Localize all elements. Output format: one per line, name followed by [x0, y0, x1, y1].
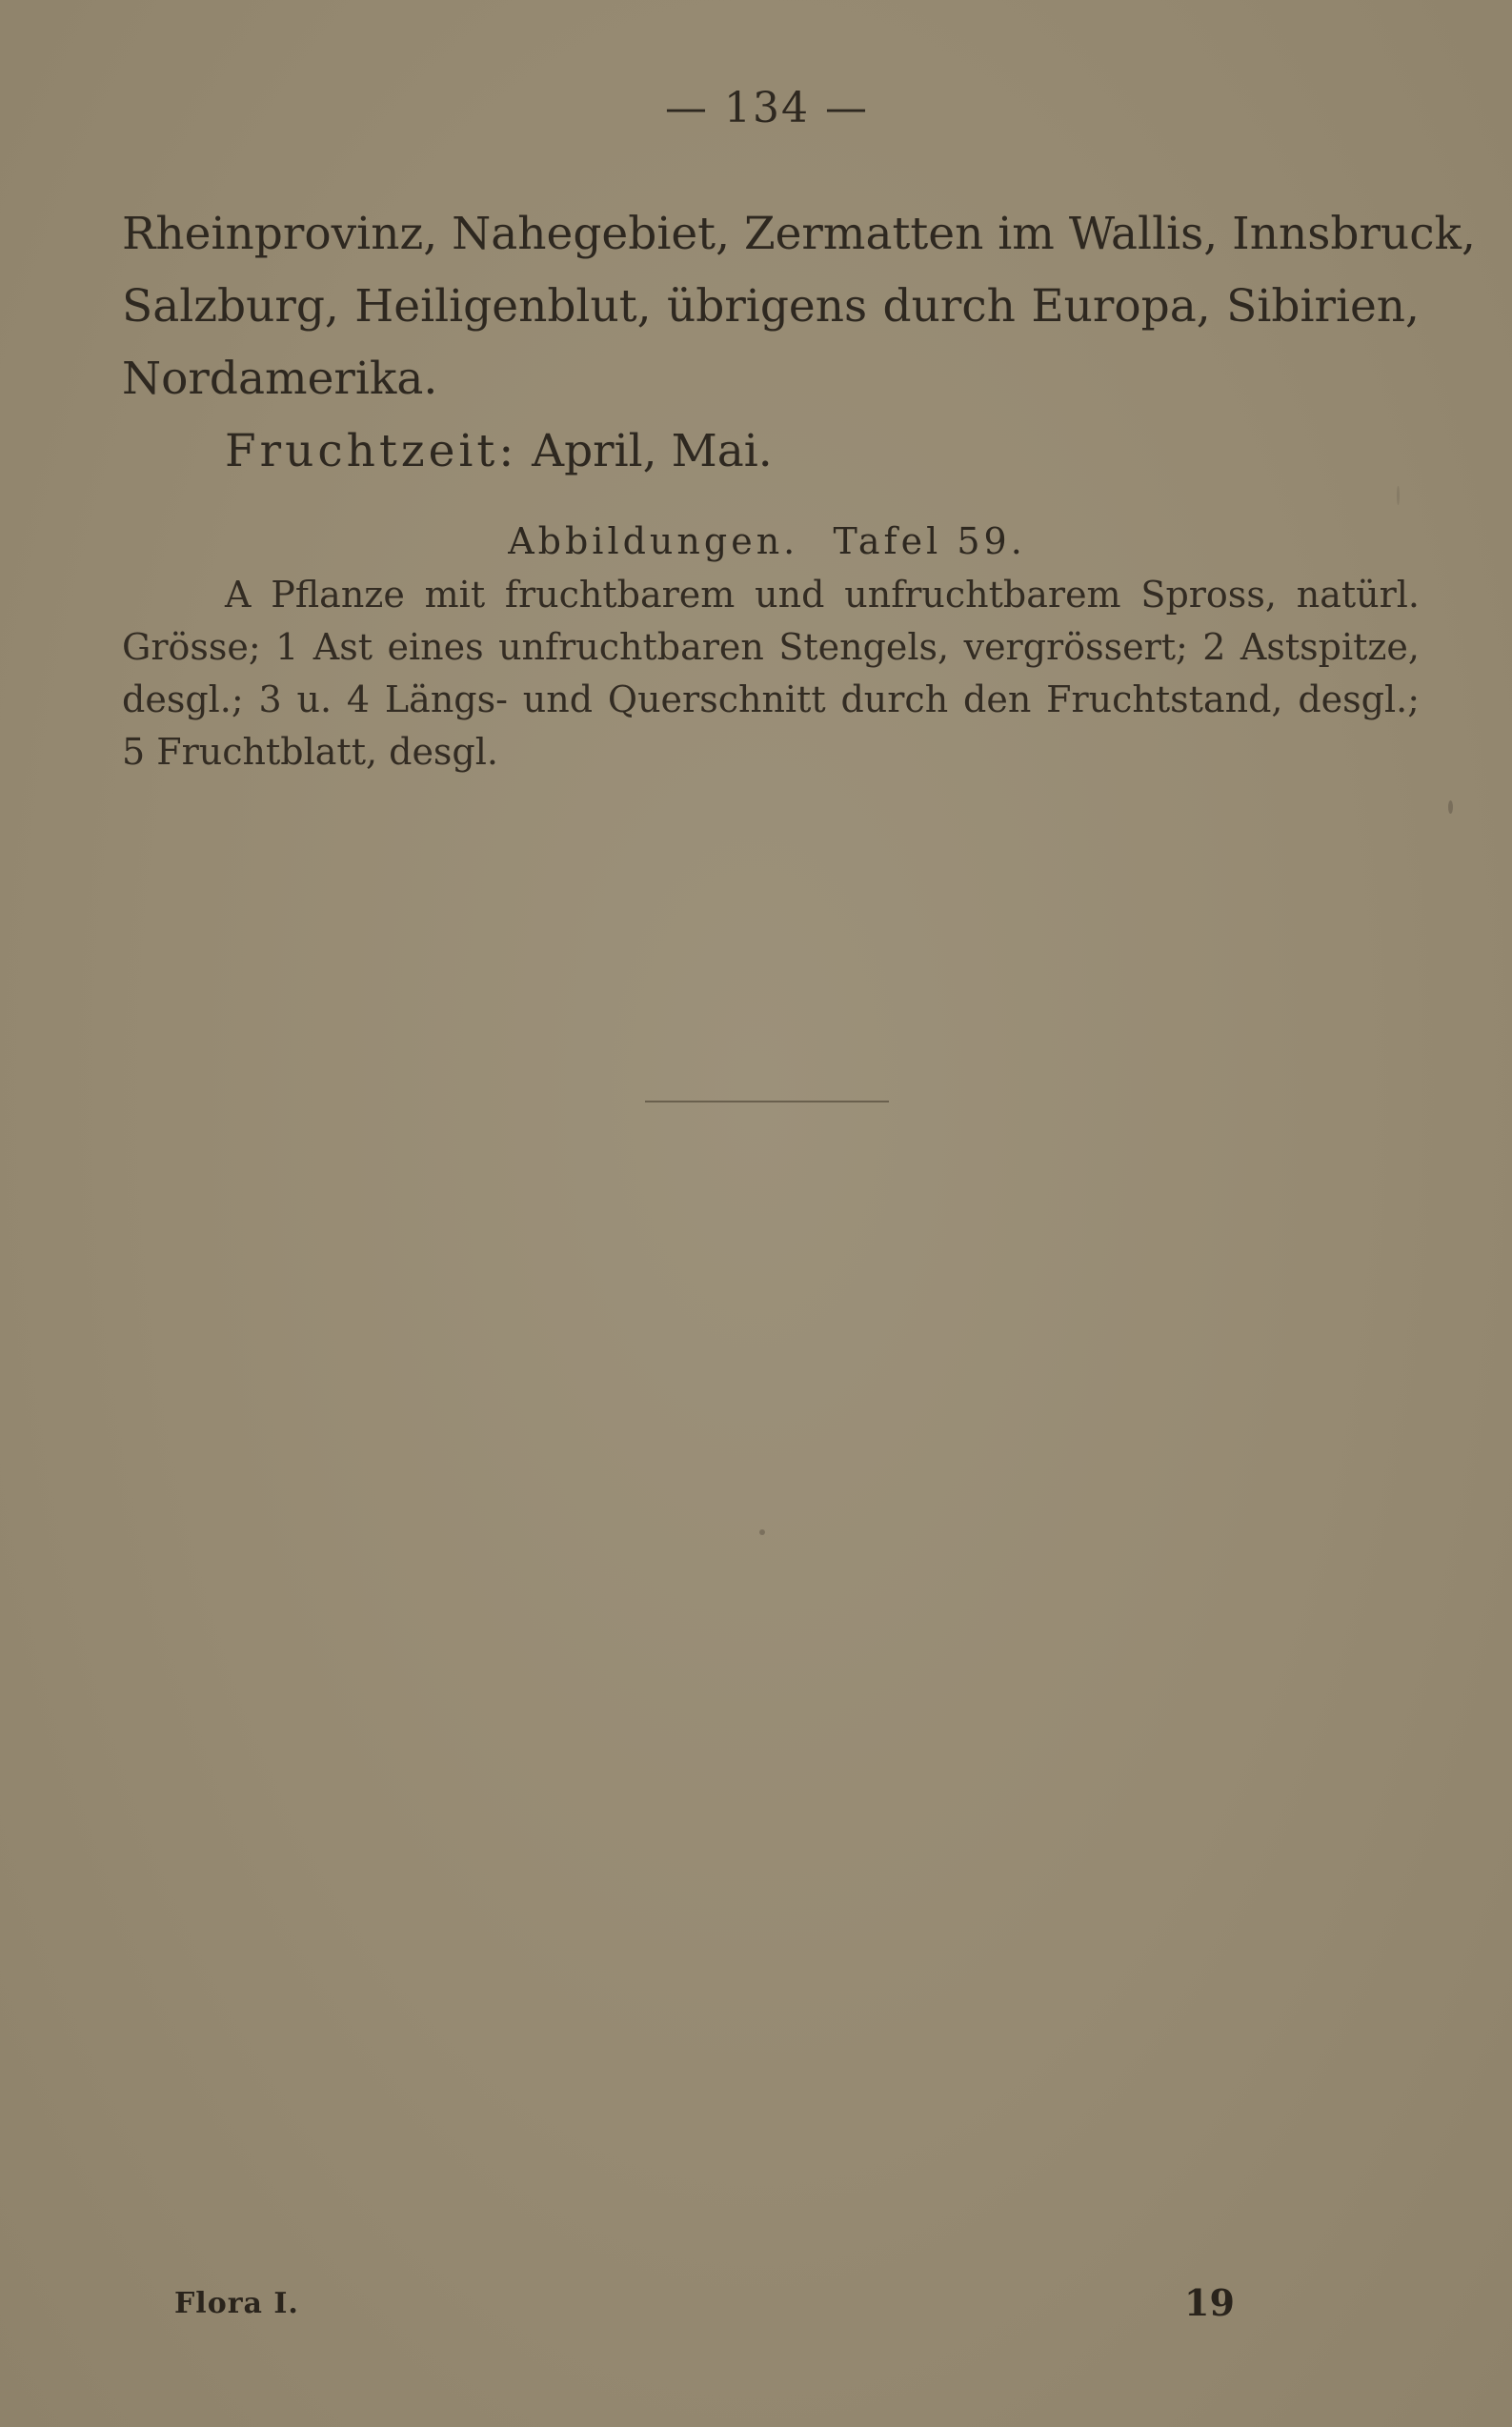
- footer-signature: Flora I.: [174, 2287, 299, 2320]
- body-line: Rheinprovinz, Nahegebiet, Zermatten im Wallis, Innsbruck,: [122, 208, 1476, 260]
- page-number: — 134 —: [665, 84, 869, 132]
- figures-heading-label: Abbildungen.: [508, 520, 799, 562]
- body-line: Salzburg, Heiligenblut, übrigens durch Europa, Sibirien,: [122, 280, 1420, 333]
- paper-speck: [1397, 486, 1400, 505]
- caption-line: A Pflanze mit fruchtbarem und unfruchtbarem Spross, natürl.: [225, 574, 1420, 616]
- fruit-time-label: Fruchtzeit:: [225, 425, 518, 477]
- caption-line: 5 Fruchtblatt, desgl.: [122, 731, 498, 773]
- footer-sheet-number: 19: [1184, 2281, 1235, 2324]
- body-paragraph: [122, 198, 1476, 415]
- body-line: Nordamerika.: [122, 353, 438, 405]
- caption-line: desgl.; 3 u. 4 Längs- und Querschnitt durch den Fruchtstand, desgl.;: [122, 678, 1420, 720]
- section-divider: [645, 1101, 889, 1102]
- fruit-time-value: April, Mai.: [532, 425, 773, 477]
- caption-line: Grösse; 1 Ast eines unfruchtbaren Stengels, vergrössert; 2 Astspitze,: [122, 626, 1420, 668]
- paper-speck: [1448, 800, 1453, 814]
- figures-caption: [122, 569, 1420, 779]
- figures-heading: [0, 513, 1512, 570]
- paper-speck: [759, 1529, 765, 1535]
- fruit-time-line: [225, 415, 773, 488]
- figures-heading-plate: Tafel 59.: [833, 520, 1026, 562]
